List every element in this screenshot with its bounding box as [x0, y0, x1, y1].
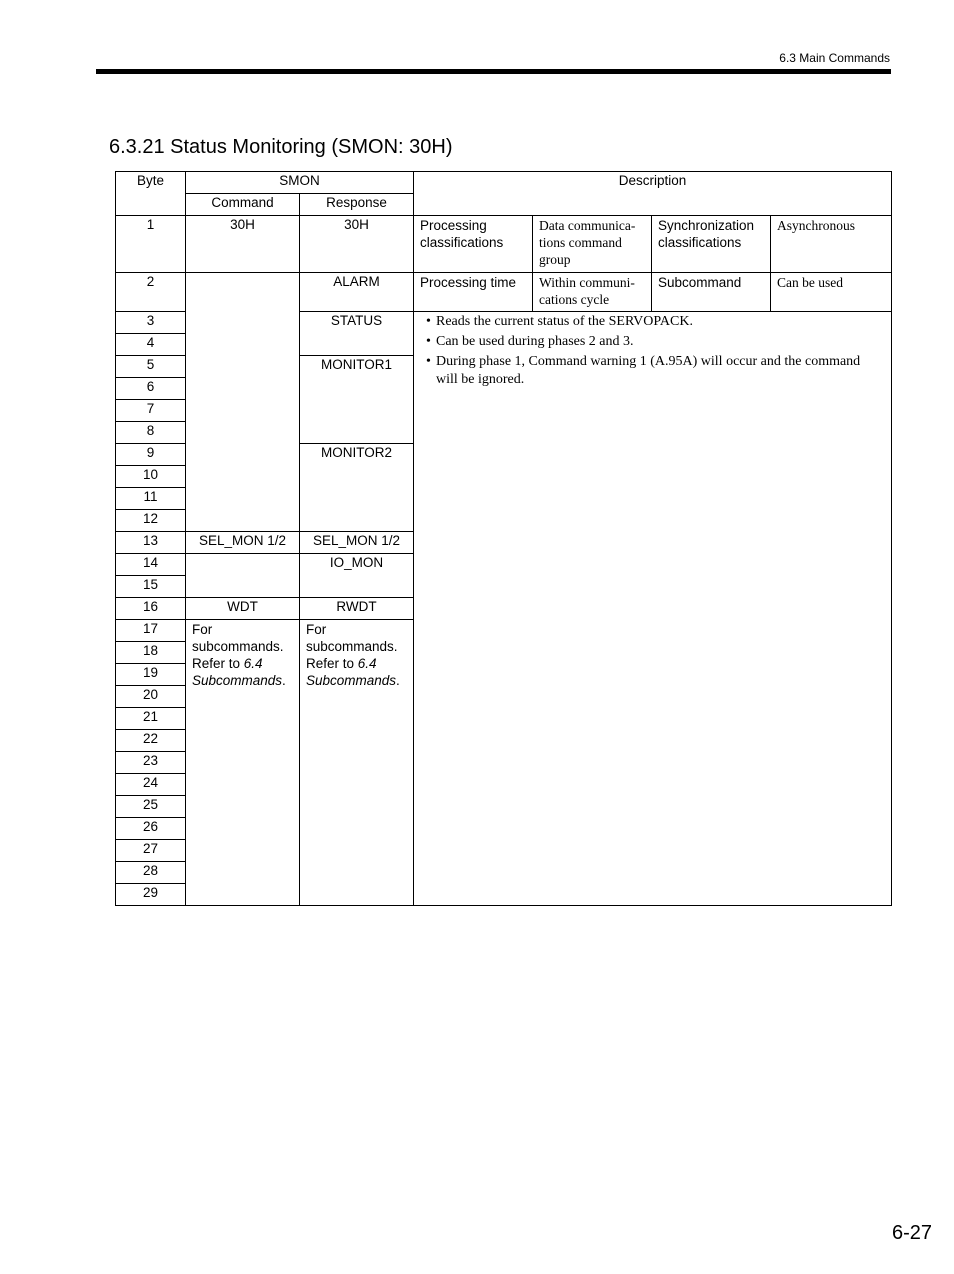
description-list [414, 312, 891, 389]
smon-header: SMON [186, 172, 414, 194]
byte-cell: 8 [116, 422, 186, 444]
subcommand-note: For subcommands. Refer to [192, 622, 284, 671]
byte-cell: 11 [116, 488, 186, 510]
running-head: 6.3 Main Commands [779, 51, 890, 65]
byte-cell: 10 [116, 466, 186, 488]
byte-cell: 17 [116, 620, 186, 642]
description-cell [414, 312, 892, 906]
byte-cell: 23 [116, 752, 186, 774]
byte-cell: 4 [116, 334, 186, 356]
smon-table [115, 171, 892, 906]
byte-cell: 12 [116, 510, 186, 532]
command-cell: 30H [186, 216, 300, 273]
synchronization-classifications-value: Asynchronous [771, 216, 892, 273]
response-cell: ALARM [300, 273, 414, 312]
byte-cell: 15 [116, 576, 186, 598]
response-cell: IO_MON [300, 554, 414, 598]
byte-cell: 26 [116, 818, 186, 840]
subcommand-label: Subcommand [652, 273, 771, 312]
response-cell: MONITOR2 [300, 444, 414, 532]
response-cell: MONITOR1 [300, 356, 414, 444]
synchronization-classifications-label: Synchronization classifications [652, 216, 771, 273]
section-title: 6.3.21 Status Monitoring (SMON: 30H) [109, 136, 453, 158]
processing-classifications-label: Processing classifications [414, 216, 533, 273]
processing-time-value: Within communi- cations cycle [533, 273, 652, 312]
subcommand-note-end: . [282, 673, 286, 688]
byte-cell: 9 [116, 444, 186, 466]
command-cell: WDT [186, 598, 300, 620]
command-subcommand-cell [186, 620, 300, 906]
command-cell: SEL_MON 1/2 [186, 532, 300, 554]
byte-cell: 19 [116, 664, 186, 686]
byte-cell: 24 [116, 774, 186, 796]
byte-cell: 29 [116, 884, 186, 906]
response-header: Response [300, 194, 414, 216]
byte-header: Byte [116, 172, 186, 216]
response-cell: 30H [300, 216, 414, 273]
processing-time-label: Processing time [414, 273, 533, 312]
byte-cell: 22 [116, 730, 186, 752]
description-header: Description [414, 172, 892, 216]
command-reserved-cell [186, 273, 300, 532]
byte-cell: 3 [116, 312, 186, 334]
byte-cell: 1 [116, 216, 186, 273]
byte-cell: 6 [116, 378, 186, 400]
subcommand-note: For subcommands. Refer to [306, 622, 398, 671]
command-header: Command [186, 194, 300, 216]
byte-cell: 25 [116, 796, 186, 818]
byte-cell: 27 [116, 840, 186, 862]
byte-cell: 14 [116, 554, 186, 576]
byte-cell: 2 [116, 273, 186, 312]
description-bullet: • During phase 1, Command warning 1 (A.95A) will occur and the command will be ignored. [426, 353, 885, 389]
description-bullet: • Can be used during phases 2 and 3. [426, 333, 885, 351]
byte-cell: 5 [116, 356, 186, 378]
response-cell: STATUS [300, 312, 414, 356]
description-bullet: • Reads the current status of the SERVOPACK. [426, 313, 885, 331]
processing-classifications-value: Data communica- tions command group [533, 216, 652, 273]
byte-cell: 28 [116, 862, 186, 884]
header-rule [96, 69, 891, 74]
subcommand-reference: 6.4 Subcommands [306, 656, 397, 688]
subcommand-value: Can be used [771, 273, 892, 312]
page-number: 6-27 [891, 1222, 932, 1244]
byte-cell: 18 [116, 642, 186, 664]
byte-cell: 20 [116, 686, 186, 708]
response-cell: SEL_MON 1/2 [300, 532, 414, 554]
response-subcommand-cell [300, 620, 414, 906]
response-cell: RWDT [300, 598, 414, 620]
subcommand-note-end: . [396, 673, 400, 688]
byte-cell: 16 [116, 598, 186, 620]
command-reserved-cell [186, 554, 300, 598]
byte-cell: 7 [116, 400, 186, 422]
subcommand-reference: 6.4 Subcommands [192, 656, 283, 688]
byte-cell: 21 [116, 708, 186, 730]
byte-cell: 13 [116, 532, 186, 554]
